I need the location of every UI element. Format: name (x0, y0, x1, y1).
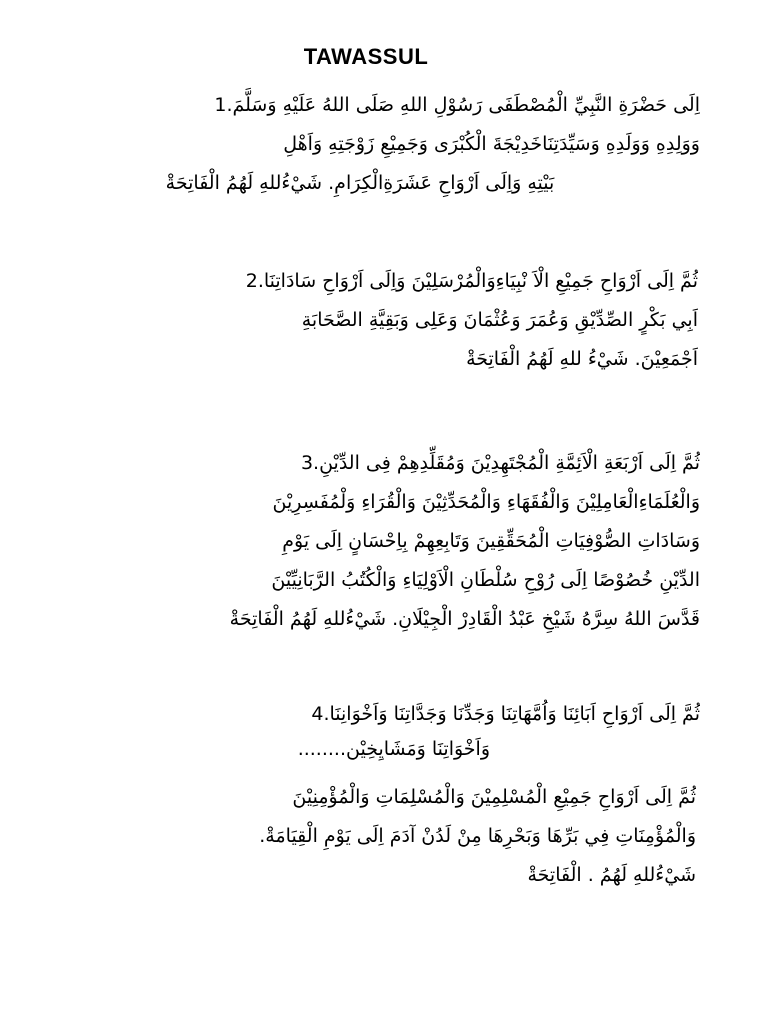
paragraph-line: وَوَلِدِهِ وَوَلَدِهِ وَسَيِّدَتِنَاخَدِيْجَةَ الْكُبْرَى وَجَمِيْعِ زَوْجَتِهِ وَاَهْلِ (283, 133, 700, 155)
paragraph-line: قَدَّسَ اللهُ سِرَّهُ شَيْخِ عَبْدُ الْقَادِرْ الْجِيْلَانِ. شَيْءُللهِ لَهُمُ الْفَاتِحَةْ (229, 608, 700, 630)
paragraph-line: وَالْمُؤْمِنَاتِ فِي بَرِّهَا وَبَحْرِهَا مِنْ لَدُنْ آدَمَ اِلَى يَوْمِ الْقِيَامَةْ. (259, 825, 696, 847)
paragraph-5 (56, 778, 696, 895)
paragraph-1 (60, 86, 700, 203)
paragraph-line: ثُمَّ اِلَى اَرْوَاحِ جَمِيْعِ الْمُسْلِمِيْنَ وَالْمُسْلِمَاتِ وَالْمُؤْمِنِيْنَ (292, 786, 696, 808)
paragraph-line: ثُمَّ اِلَى اَرْوَاحِ اَبَائِنَا وَاُمَّهَاتِنَا وَجَدِّنَا وَجَدَّاتِنَا وَاَخْوَانِنَا.4 (311, 703, 700, 725)
page-title: TAWASSUL (303, 44, 429, 69)
paragraph-line: ثُمَّ اِلَى اَرْوَاحِ جَمِيْعِ الْاَ نْبِيَاءِوَالْمُرْسَلِيْنَ وَاِلَى اَرْوَاحِ سَادَاتِنَا.2 (245, 270, 698, 292)
paragraph-line: اَجْمَعِيْنَ. شَيْءُ للهِ لَهُمُ الْفَاتِحَةْ (466, 348, 698, 370)
paragraph-4 (60, 695, 700, 764)
paragraph-line: الدِّيْنِ خُصُوْصًا اِلَى رُوْحِ سُلْطَانِ الْاَوْلِيَاءِ وَالْكُتُبُ الرَّبَانِيِّيْنَ (271, 569, 700, 591)
paragraph-line: وَاَخْوَاتِنَا وَمَشَايِخِيْن........ (297, 738, 490, 760)
paragraph-line: ثُمَّ اِلَى اَرْبَعَةِ الْاَئِمَّةِ الْمُجْتَهِدِيْنَ وَمُقَلِّدِهِمْ فِى الدِّيْنِ.3 (300, 452, 700, 474)
paragraph-line: اَبِي بَكْرٍ الصِّدِّيْقِ وَعُمَرَ وَعُثْمَانَ وَعَلِى وَبَقِيَّةِ الصَّحَابَةِ (301, 309, 698, 331)
paragraph-2 (58, 262, 698, 379)
paragraph-line: شَيْءُللهِ لَهُمُ . الْفَاتِحَةْ (527, 864, 696, 886)
paragraph-3 (60, 444, 700, 639)
paragraph-line: وَسَادَاتِ الصُّوْفِيَاتِ الْمُحَقِّقِينَ وَتَابِعِهِمْ بِاِحْسَانٍ اِلَى يَوْمِ (282, 530, 700, 552)
paragraph-line: اِلَى حَضْرَةِ النَّبِيِّ الْمُصْطَفَى رَسُوْلِ اللهِ صَلَى اللهُ عَلَيْهِ وَسَلَّمَ.1 (214, 94, 700, 116)
paragraph-line: بَيْتِهِ وَاِلَى اَرْوَاحِ عَشَرَةِالْكِرَامِ. شَيْءُللهِ لَهُمُ الْفَاتِحَةْ (165, 172, 555, 194)
paragraph-line: وَالْعُلَمَاءِالْعَامِلِيْنَ وَالْفُقَهَاءِ وَالْمُحَدِّثِيْنَ وَالْقُرَاءِ وَلْمُفَسِرِيْنَ (272, 491, 700, 513)
